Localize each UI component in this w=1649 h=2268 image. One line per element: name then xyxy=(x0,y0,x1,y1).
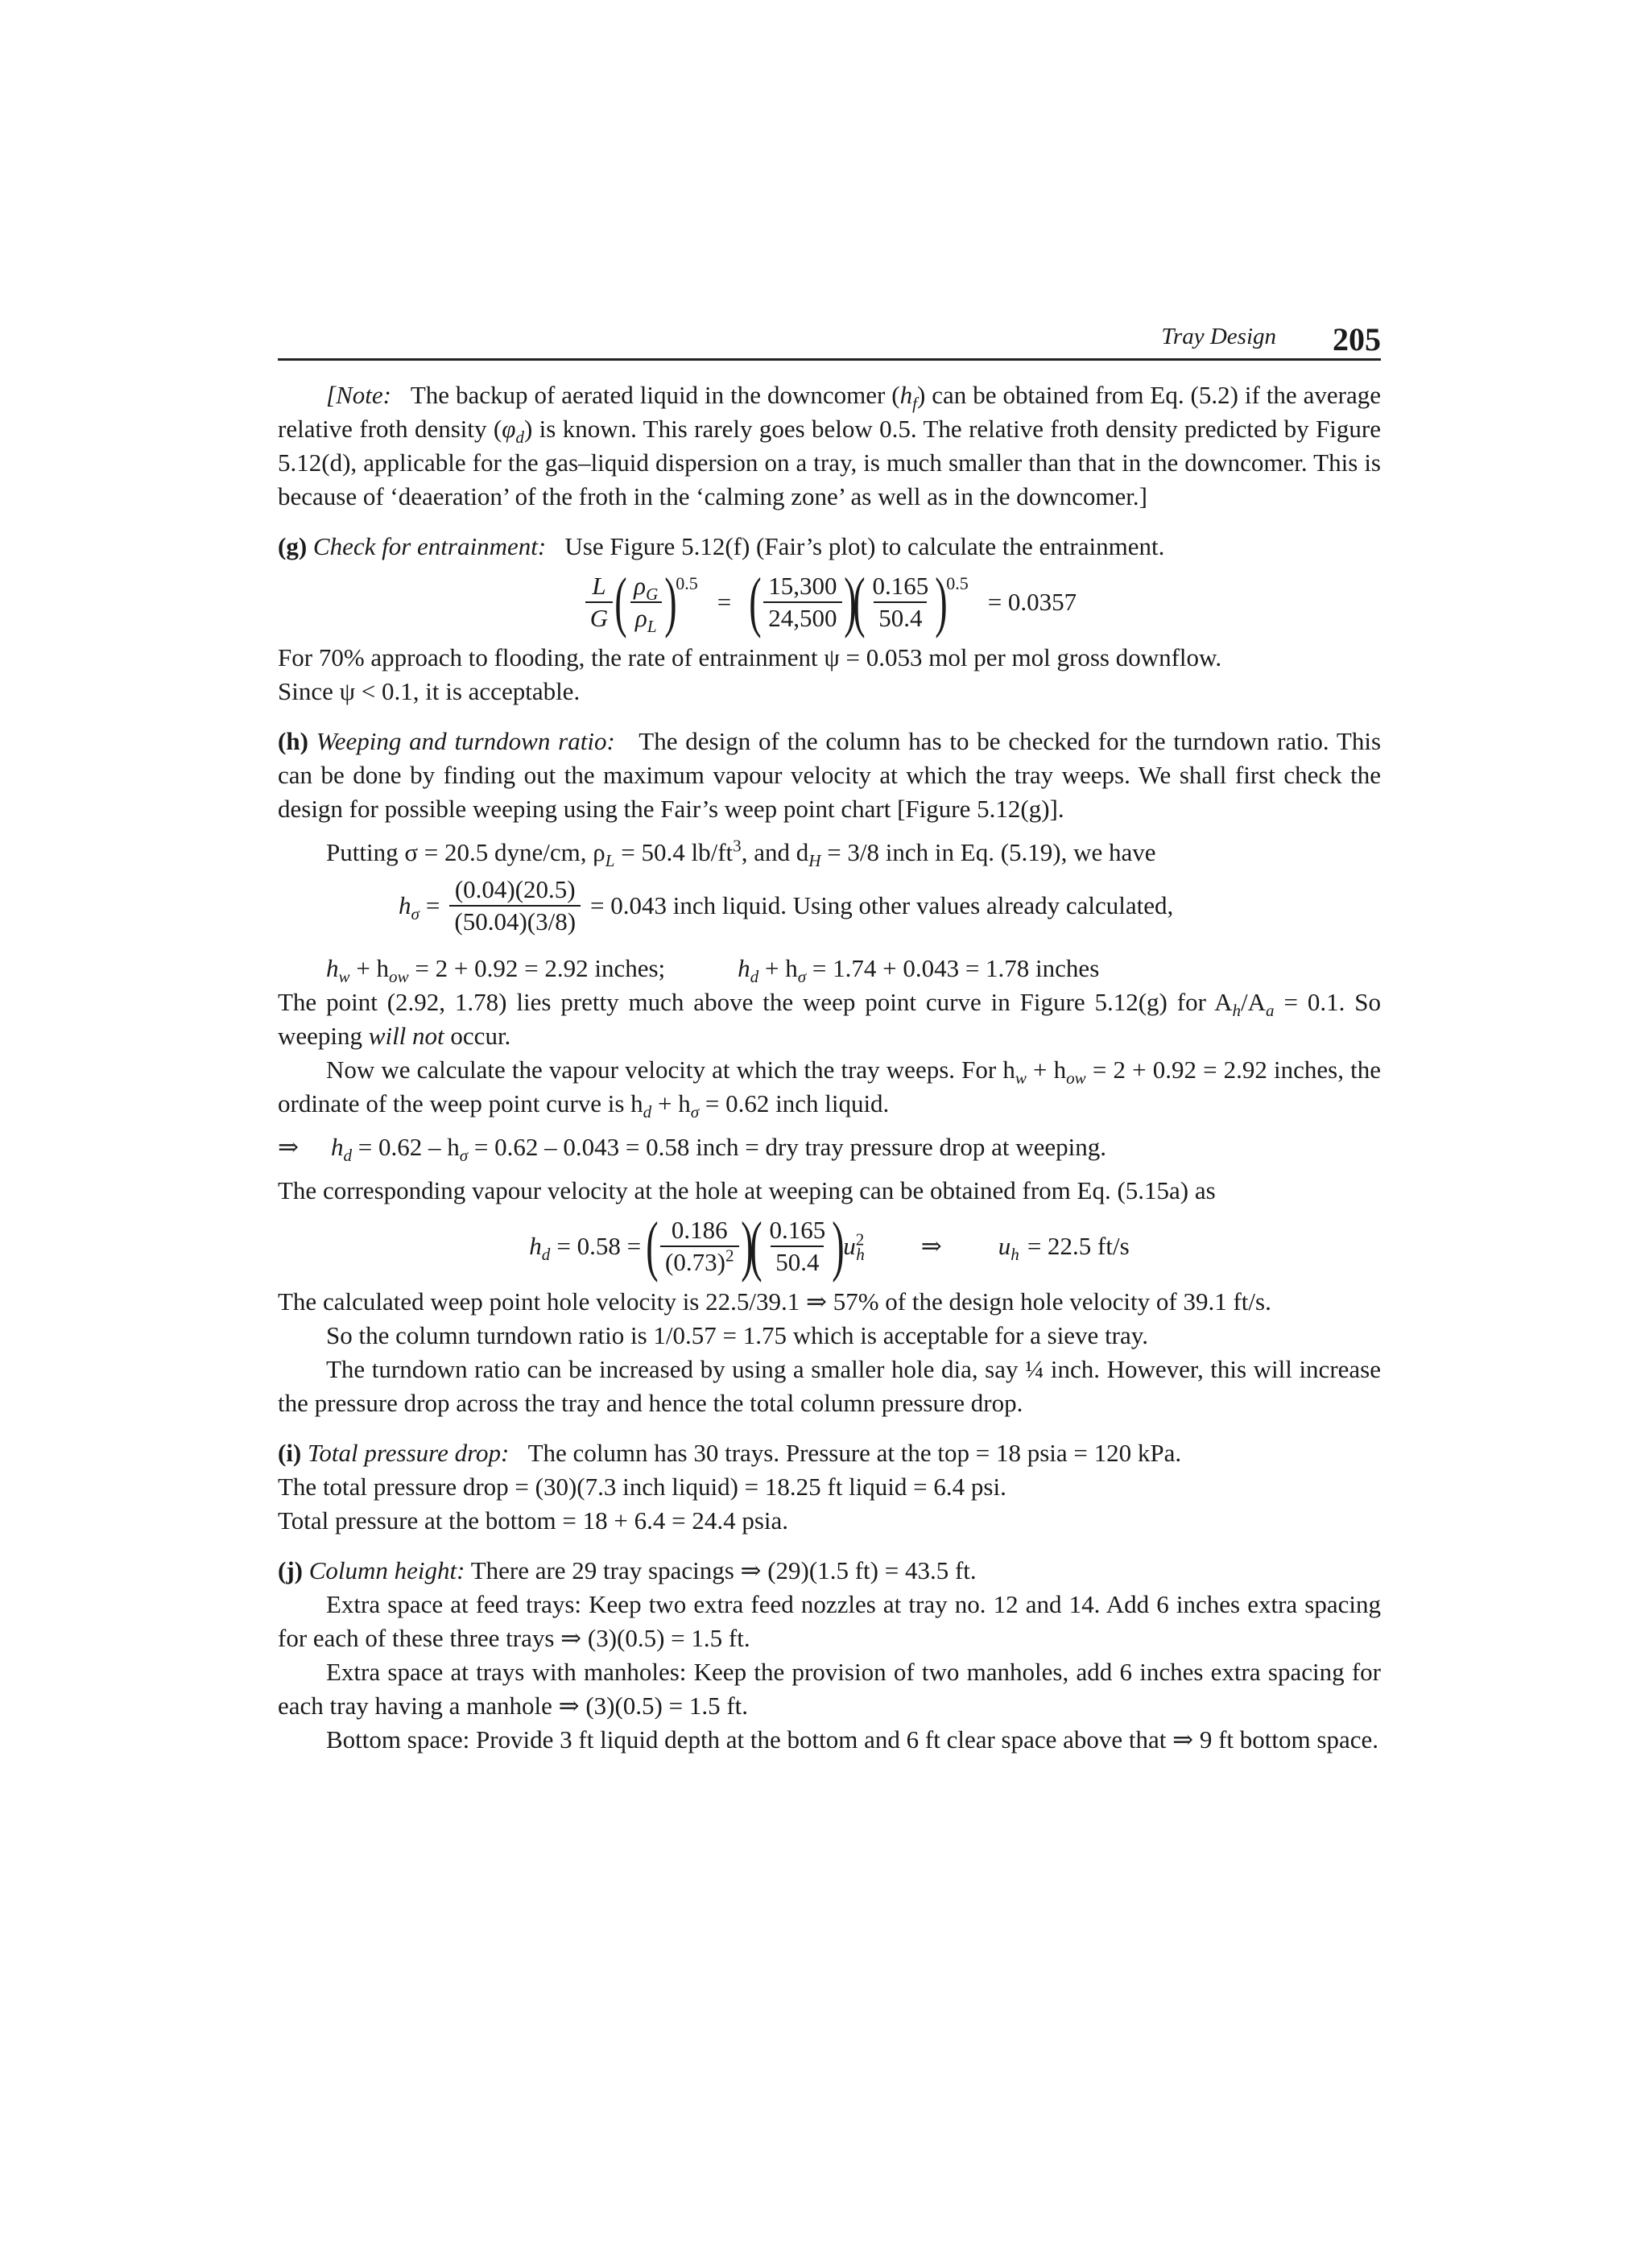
running-header xyxy=(278,318,1381,361)
weep-velocity-equation: $h_d$ = 0.58 = ( $\frac{0.186}{(0.73)^2}$ ) ( $\frac{0.165}{50.4}$ ) $u^2_h$ ⇒ $u_h$ = 22.5 ft/s xyxy=(529,1208,1130,1283)
head-sum-line: $h_w + h_{ow} = 2 + 0.92 = 2.92$ inches; $h_d + h_\sigma = 1.74 + 0.043 = 1.78$ inches xyxy=(326,954,1100,987)
turndown-increase: The turndown ratio can be increased by using a smaller hole dia, say ¼ inch. However, this will increase the pressure drop across the tray and hence the total column pressure drop. xyxy=(278,1355,1381,1417)
h-sigma-equation: $h_\sigma$ = $\frac{(0.04)(20.5)}{(50.04)(3/8)}$ = 0.043 inch liquid. Using other values already calculated, xyxy=(399,875,1174,936)
section-h-paragraph: (h) Weeping and turndown ratio: The design of the column has to be checked for the turndown ratio. This can be done by finding out the maximum vapour velocity at which the tray weeps. We shall first check the design for possible weeping using the Fair’s weep point chart [Figure 5.12(g)]. xyxy=(278,727,1382,823)
turndown-line: So the column turndown ratio is 1/0.57 = 1.75 which is acceptable for a sieve tray. xyxy=(326,1321,1149,1349)
note-paragraph: [Note: The backup of aerated liquid in the downcomer $(h_f)$ can be obtained from Eq. (5.2) if the average relative froth density $(\varphi_d)$ is known. This rarely goes below 0.5. The relative froth density predicted by Figure 5.12(d), applicable for the gas–liquid dispersion on a tray, is much smaller than that in the downcomer. This is because of ‘deaeration’ of the froth in the ‘calming zone’ as well as in the downcomer.] xyxy=(278,381,1382,510)
weep-velocity-result: The calculated weep point hole velocity is 22.5/39.1 ⇒ 57% of the design hole velocity of 39.1 ft/s. xyxy=(278,1287,1271,1316)
manhole-space: Extra space at trays with manholes: Keep the provision of two manholes, add 6 inches extra spacing for each tray having a manhole ⇒ (3)(0.5) = 1.5 ft. xyxy=(278,1658,1381,1720)
total-pressure-drop: The total pressure drop = (30)(7.3 inch liquid) = 18.25 ft liquid = 6.4 psi. xyxy=(278,1473,1006,1501)
implies-line: ⇒ $h_d = 0.62 - h_\sigma = 0.62 - 0.043 = 0.58$ inch = dry tray pressure drop at weeping. xyxy=(278,1133,1107,1166)
corresponding-line: The corresponding vapour velocity at the hole at weeping can be obtained from Eq. (5.15a) as xyxy=(278,1176,1216,1204)
entrainment-result-2: Since ψ < 0.1, it is acceptable. xyxy=(278,677,581,705)
section-i-heading: (i) Total pressure drop: The column has 30 trays. Pressure at the top = 18 psia = 120 kPa. xyxy=(278,1439,1182,1467)
page-number: 205 xyxy=(1333,321,1381,357)
header-title: Tray Design xyxy=(1161,324,1276,349)
bottom-pressure: Total pressure at the bottom = 18 + 6.4 = 24.4 psia. xyxy=(278,1506,789,1535)
entrainment-equation: $\frac{L}{G}$ ( $\frac{\rho_G}{\rho_L}$ ) 0.5 = ( $\frac{15,300}{24,500}$ ) ( $\frac{0.165}{50.4}$ ) 0.5 = 0.0357 xyxy=(278,568,1381,636)
point-paragraph: The point (2.92, 1.78) lies pretty much above the weep point curve in Figure 5.12(g) for $A_h/A_a = 0.1$. So weeping will not occur. xyxy=(278,988,1381,1050)
feed-tray-space: Extra space at feed trays: Keep two extra feed nozzles at tray no. 12 and 14. Add 6 inches extra spacing for each of these three trays ⇒ (3)(0.5) = 1.5 ft. xyxy=(278,1590,1381,1652)
entrainment-result-1: For 70% approach to flooding, the rate of entrainment ψ = 0.053 mol per mol gross downflow. xyxy=(278,643,1222,671)
section-j-heading: (j) Column height: There are 29 tray spacings ⇒ (29)(1.5 ft) = 43.5 ft. xyxy=(278,1556,977,1584)
now-paragraph: Now we calculate the vapour velocity at which the tray weeps. For $h_w + h_{ow} = 2 + 0.92 = 2.92$ inches, the ordinate of the weep point curve is $h_d + h_\sigma = 0.62$ inch liquid. xyxy=(278,1056,1381,1122)
page xyxy=(278,318,1381,1757)
section-g-heading: (g) Check for entrainment: Use Figure 5.12(f) (Fair’s plot) to calculate the entrainment. xyxy=(278,532,1165,560)
bottom-space: Bottom space: Provide 3 ft liquid depth at the bottom and 6 ft clear space above that ⇒ 9 ft bottom space. xyxy=(326,1725,1378,1754)
putting-line: Putting σ = 20.5 dyne/cm, $\rho_L = 50.4$ $lb/ft^3$, and $d_H = 3/8$ inch in Eq. (5.19), we have xyxy=(326,836,1156,871)
